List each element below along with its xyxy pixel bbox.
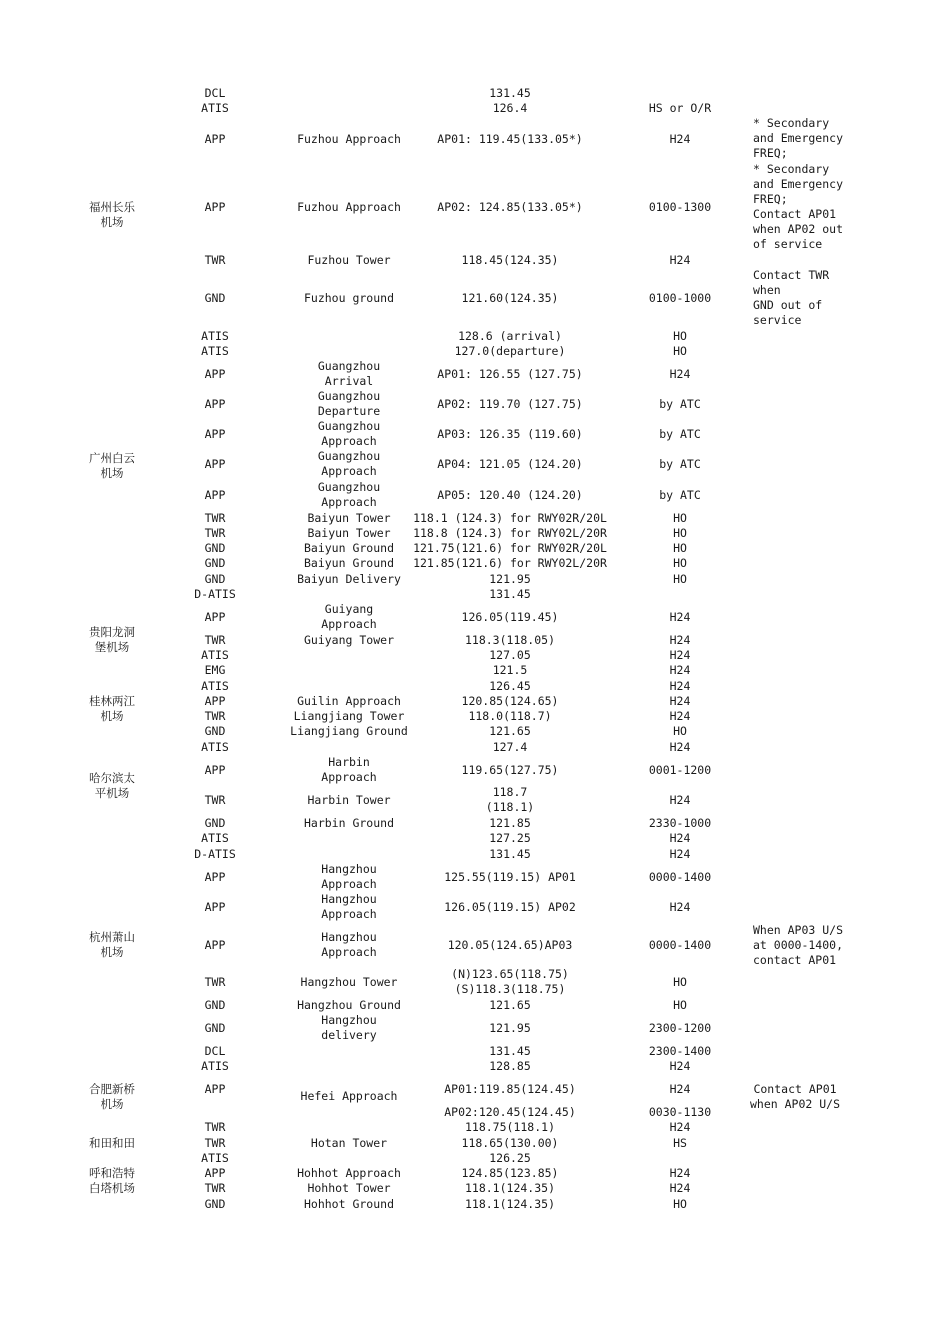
row-hours: H24: [669, 831, 691, 845]
row-type: D-ATIS: [194, 847, 236, 861]
row-frequency: 118.3(118.05): [464, 633, 555, 647]
row-type: GND: [204, 1197, 226, 1211]
row-hours: H24: [669, 1082, 691, 1096]
row-frequency: 118.0(118.7): [468, 709, 552, 723]
row-hours: HO: [673, 344, 687, 358]
row-callsign: Fuzhou ground: [303, 291, 394, 305]
row-type: APP: [204, 900, 226, 914]
row-type: GND: [204, 998, 226, 1012]
row-hours: HO: [673, 329, 687, 343]
row-frequency: 118.45(124.35): [461, 253, 559, 267]
row-hours: H24: [669, 1181, 691, 1195]
row-frequency: 126.25: [489, 1151, 531, 1165]
row-hours: by ATC: [659, 397, 701, 411]
row-frequency: 131.45: [489, 1044, 531, 1058]
row-callsign: Fuzhou Approach: [297, 132, 401, 146]
row-callsign: Hefei Approach: [300, 1089, 398, 1103]
row-type: ATIS: [201, 679, 229, 693]
row-hours: by ATC: [659, 457, 701, 471]
row-hours: HS: [673, 1136, 687, 1150]
row-hours: 0030-1130: [648, 1105, 712, 1119]
row-hours: H24: [669, 253, 691, 267]
row-hours: H24: [669, 900, 691, 914]
row-frequency: 124.85(123.85): [461, 1166, 559, 1180]
row-hours: by ATC: [659, 488, 701, 502]
row-type: APP: [204, 870, 226, 884]
row-type: GND: [204, 724, 226, 738]
row-type: EMG: [204, 663, 226, 677]
row-type: TWR: [204, 1136, 226, 1150]
row-callsign: Hangzhou delivery: [321, 1013, 377, 1042]
row-frequency: 126.45: [489, 679, 531, 693]
row-type: APP: [204, 367, 226, 381]
row-hours: H24: [669, 1120, 691, 1134]
row-hours: H24: [669, 793, 691, 807]
row-type: ATIS: [201, 344, 229, 358]
row-callsign: Baiyun Delivery: [297, 572, 401, 586]
row-callsign: Guangzhou Approach: [317, 449, 381, 478]
row-frequency: 127.0(departure): [454, 344, 566, 358]
row-frequency: 118.1 (124.3) for RWY02R/20L: [413, 511, 607, 525]
row-type: ATIS: [201, 1059, 229, 1073]
row-type: APP: [204, 694, 226, 708]
row-frequency: 118.7 (118.1): [485, 785, 535, 814]
row-frequency: 128.85: [489, 1059, 531, 1073]
row-type: APP: [204, 132, 226, 146]
row-callsign: Fuzhou Approach: [297, 200, 401, 214]
row-type: APP: [204, 1166, 226, 1180]
airport-name: 杭州萧山 机场: [89, 930, 135, 959]
row-type: ATIS: [201, 101, 229, 115]
row-type: APP: [204, 610, 226, 624]
row-hours: H24: [669, 694, 691, 708]
row-hours: H24: [669, 132, 691, 146]
row-callsign: Hangzhou Approach: [321, 930, 377, 959]
row-type: APP: [204, 397, 226, 411]
row-type: APP: [204, 763, 226, 777]
row-hours: H24: [669, 648, 691, 662]
row-frequency: AP01: 126.55 (127.75): [437, 367, 583, 381]
row-hours: 2300-1200: [648, 1021, 712, 1035]
row-callsign: Liangjiang Ground: [290, 724, 408, 738]
row-type: TWR: [204, 526, 226, 540]
row-callsign: Harbin Tower: [307, 793, 391, 807]
row-hours: HS or O/R: [648, 101, 712, 115]
row-callsign: Hohhot Tower: [307, 1181, 391, 1195]
row-hours: 0001-1200: [648, 763, 712, 777]
row-type: APP: [204, 200, 226, 214]
row-frequency: 118.65(130.00): [461, 1136, 559, 1150]
airport-name: 和田和田: [89, 1136, 135, 1150]
row-type: DCL: [204, 86, 226, 100]
row-frequency: 121.75(121.6) for RWY02R/20L: [413, 541, 607, 555]
airport-name: 呼和浩特 白塔机场: [89, 1166, 135, 1195]
row-frequency: 131.45: [489, 587, 531, 601]
row-callsign: Baiyun Ground: [303, 556, 394, 570]
row-frequency: AP04: 121.05 (124.20): [437, 457, 583, 471]
row-hours: 0100-1000: [648, 291, 712, 305]
row-callsign: Guangzhou Approach: [317, 419, 381, 448]
row-hours: HO: [673, 556, 687, 570]
row-callsign: Hangzhou Approach: [321, 862, 377, 891]
airport-name: 贵阳龙洞 堡机场: [89, 625, 135, 654]
row-type: APP: [204, 457, 226, 471]
row-type: GND: [204, 556, 226, 570]
row-callsign: Liangjiang Tower: [293, 709, 405, 723]
row-type: TWR: [204, 1120, 226, 1134]
row-callsign: Hotan Tower: [310, 1136, 388, 1150]
airport-name: 福州长乐 机场: [89, 200, 135, 229]
row-frequency: 120.85(124.65): [461, 694, 559, 708]
row-frequency: AP01:119.85(124.45): [444, 1082, 576, 1096]
row-type: APP: [204, 427, 226, 441]
row-frequency: AP02: 124.85(133.05*): [437, 200, 583, 214]
row-type: ATIS: [201, 329, 229, 343]
row-frequency: 127.4: [492, 740, 528, 754]
row-hours: HO: [673, 975, 687, 989]
row-frequency: AP02:120.45(124.45): [444, 1105, 576, 1119]
row-frequency: 121.85: [489, 816, 531, 830]
row-callsign: Guiyang Tower: [303, 633, 394, 647]
row-type: DCL: [204, 1044, 226, 1058]
row-type: GND: [204, 816, 226, 830]
row-frequency: AP03: 126.35 (119.60): [437, 427, 583, 441]
remark-note: Contact AP01 when AP02 U/S: [749, 1082, 840, 1111]
row-callsign: Baiyun Tower: [307, 511, 391, 525]
row-type: APP: [204, 488, 226, 502]
row-frequency: 121.60(124.35): [461, 291, 559, 305]
row-hours: H24: [669, 633, 691, 647]
row-type: D-ATIS: [194, 587, 236, 601]
row-hours: by ATC: [659, 427, 701, 441]
row-callsign: Hangzhou Approach: [321, 892, 377, 921]
row-frequency: 118.8 (124.3) for RWY02L/20R: [413, 526, 607, 540]
row-type: TWR: [204, 793, 226, 807]
airport-name: 桂林两江 机场: [89, 694, 135, 723]
row-callsign: Hangzhou Tower: [300, 975, 398, 989]
row-hours: H24: [669, 1059, 691, 1073]
row-frequency: 121.65: [489, 724, 531, 738]
airport-name: 合肥新桥 机场: [89, 1082, 135, 1111]
row-hours: H24: [669, 610, 691, 624]
row-type: TWR: [204, 253, 226, 267]
row-frequency: 119.65(127.75): [461, 763, 559, 777]
airport-name: 哈尔滨太 平机场: [89, 771, 135, 800]
row-callsign: Hangzhou Ground: [297, 998, 401, 1012]
row-hours: HO: [673, 998, 687, 1012]
row-callsign: Fuzhou Tower: [307, 253, 391, 267]
row-type: GND: [204, 572, 226, 586]
row-type: GND: [204, 541, 226, 555]
row-callsign: Baiyun Tower: [307, 526, 391, 540]
row-callsign: Hohhot Ground: [303, 1197, 394, 1211]
row-frequency: 126.4: [492, 101, 528, 115]
row-frequency: 121.95: [489, 572, 531, 586]
row-type: TWR: [204, 1181, 226, 1195]
row-frequency: 128.6 (arrival): [458, 329, 562, 343]
row-hours: HO: [673, 572, 687, 586]
row-type: APP: [204, 1082, 226, 1096]
row-frequency: AP05: 120.40 (124.20): [437, 488, 583, 502]
row-hours: HO: [673, 541, 687, 555]
row-callsign: Harbin Ground: [303, 816, 394, 830]
row-frequency: 121.65: [489, 998, 531, 1012]
remark-note: When AP03 U/S at 0000-1400, contact AP01: [753, 923, 844, 967]
row-frequency: 126.05(119.45): [461, 610, 559, 624]
row-type: GND: [204, 1021, 226, 1035]
row-callsign: Guilin Approach: [297, 694, 401, 708]
row-callsign: Guangzhou Approach: [317, 480, 381, 509]
row-hours: H24: [669, 740, 691, 754]
row-frequency: 121.95: [489, 1021, 531, 1035]
row-hours: H24: [669, 709, 691, 723]
row-type: ATIS: [201, 831, 229, 845]
remark-note: * Secondary and Emergency FREQ; Contact AP01 when AP02 out of service: [753, 162, 844, 251]
row-hours: 2300-1400: [648, 1044, 712, 1058]
row-hours: HO: [673, 511, 687, 525]
row-frequency: 126.05(119.15) AP02: [444, 900, 576, 914]
row-hours: H24: [669, 663, 691, 677]
row-type: GND: [204, 291, 226, 305]
row-callsign: Harbin Approach: [321, 755, 377, 784]
row-hours: HO: [673, 724, 687, 738]
row-type: ATIS: [201, 1151, 229, 1165]
row-hours: HO: [673, 1197, 687, 1211]
row-callsign: Baiyun Ground: [303, 541, 394, 555]
row-frequency: 127.05: [489, 648, 531, 662]
row-callsign: Guiyang Approach: [321, 602, 377, 631]
row-frequency: 118.1(124.35): [464, 1181, 555, 1195]
row-frequency: AP02: 119.70 (127.75): [437, 397, 583, 411]
row-frequency: 120.05(124.65)AP03: [447, 938, 573, 952]
row-frequency: 118.1(124.35): [464, 1197, 555, 1211]
row-frequency: 118.75(118.1): [464, 1120, 555, 1134]
row-frequency: 131.45: [489, 847, 531, 861]
row-hours: 2330-1000: [648, 816, 712, 830]
row-frequency: 125.55(119.15) AP01: [444, 870, 576, 884]
row-hours: H24: [669, 679, 691, 693]
row-frequency: 131.45: [489, 86, 531, 100]
row-type: TWR: [204, 511, 226, 525]
remark-note: * Secondary and Emergency FREQ;: [753, 116, 844, 160]
row-hours: 0000-1400: [648, 938, 712, 952]
row-frequency: 121.85(121.6) for RWY02L/20R: [413, 556, 607, 570]
row-callsign: Guangzhou Arrival: [317, 359, 381, 388]
row-type: TWR: [204, 709, 226, 723]
remark-note: Contact TWR when GND out of service: [753, 268, 830, 327]
row-hours: H24: [669, 847, 691, 861]
row-type: TWR: [204, 975, 226, 989]
row-type: TWR: [204, 633, 226, 647]
row-hours: H24: [669, 1166, 691, 1180]
row-hours: HO: [673, 526, 687, 540]
row-frequency: 127.25: [489, 831, 531, 845]
row-type: ATIS: [201, 648, 229, 662]
row-hours: H24: [669, 367, 691, 381]
row-hours: 0000-1400: [648, 870, 712, 884]
row-type: ATIS: [201, 740, 229, 754]
row-frequency: 121.5: [492, 663, 528, 677]
row-hours: 0100-1300: [648, 200, 712, 214]
row-frequency: AP01: 119.45(133.05*): [437, 132, 583, 146]
row-frequency: (N)123.65(118.75) (S)118.3(118.75): [451, 967, 569, 996]
airport-name: 广州白云 机场: [89, 451, 135, 480]
row-callsign: Guangzhou Departure: [317, 389, 381, 418]
row-callsign: Hohhot Approach: [297, 1166, 401, 1180]
row-type: APP: [204, 938, 226, 952]
